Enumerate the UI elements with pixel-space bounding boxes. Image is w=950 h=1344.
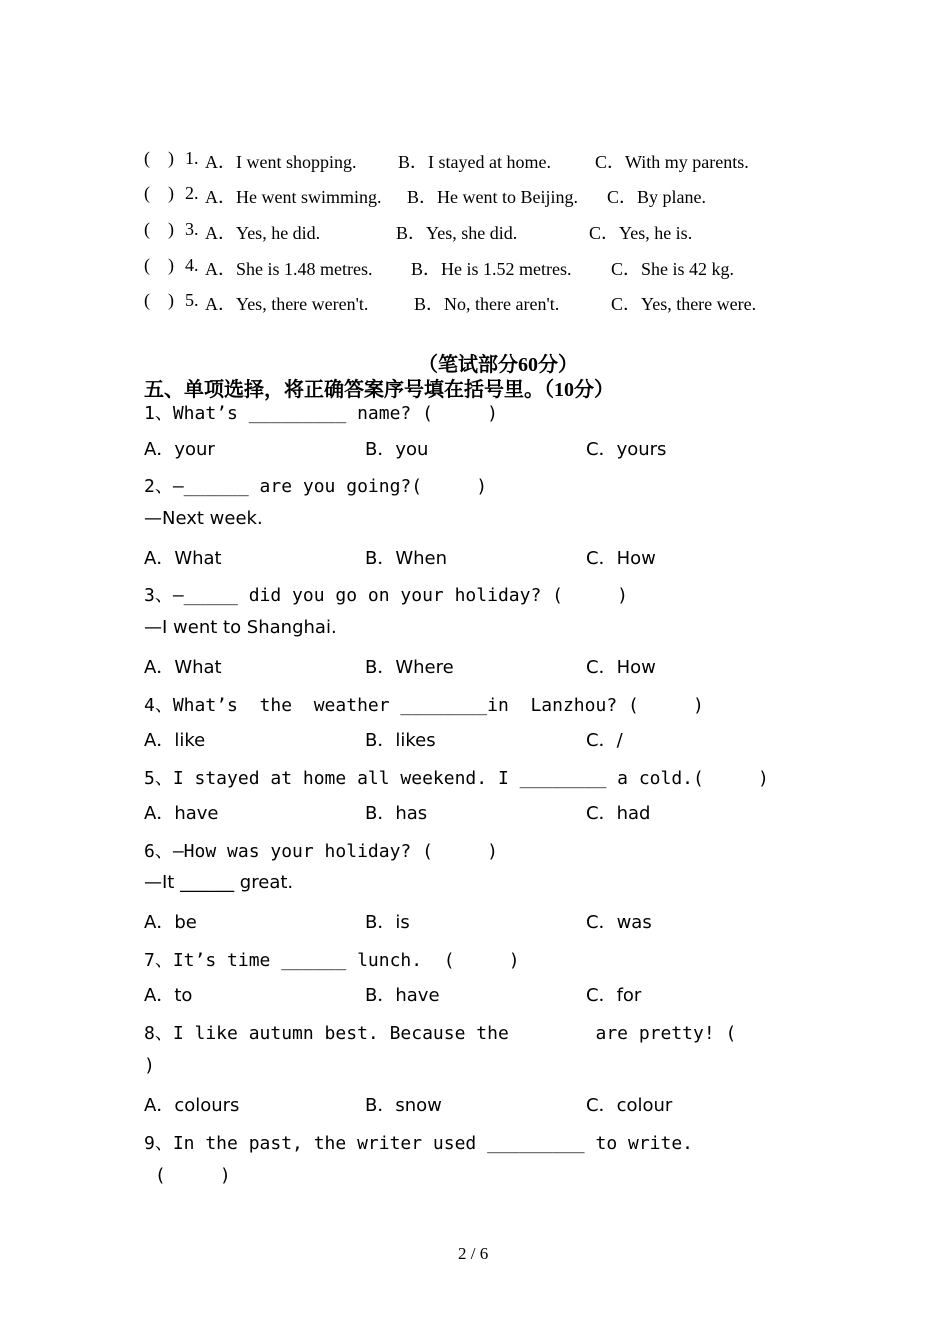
answer-bracket: ( ) xyxy=(144,255,174,275)
option-b: B．likes xyxy=(365,730,436,751)
answer-bracket: ( ) xyxy=(144,219,174,239)
option-a: A．to xyxy=(144,985,193,1006)
section-title: 五、单项选择，将正确答案序号填在括号里。（10分） xyxy=(144,379,614,401)
option-b: B．Yes, she did. xyxy=(396,223,518,243)
option-b: B．When xyxy=(365,548,448,569)
option-c: C．How xyxy=(586,548,656,569)
dialogue-reply: —I went to Shanghai. xyxy=(144,617,337,638)
answer-bracket: ( ) xyxy=(144,148,174,168)
page-number: 2 / 6 xyxy=(458,1244,489,1263)
item-number: 1. xyxy=(185,148,199,168)
option-a: A．What xyxy=(144,548,222,569)
option-b: B．I stayed at home. xyxy=(398,152,551,172)
option-a: A．He went swimming. xyxy=(205,187,382,207)
option-b: B．He went to Beijing. xyxy=(407,187,578,207)
option-b: B．snow xyxy=(365,1095,442,1116)
option-b: B．have xyxy=(365,985,440,1006)
option-c: C．had xyxy=(586,803,651,824)
option-a: A．have xyxy=(144,803,219,824)
option-b: B．is xyxy=(365,912,410,933)
option-c: C．yours xyxy=(586,439,667,460)
item-number: 3. xyxy=(185,219,199,239)
option-c: C．for xyxy=(586,985,642,1006)
option-c: C．colour xyxy=(586,1095,673,1116)
dialogue-reply: —Next week. xyxy=(144,508,263,529)
question-stem: 1、What’s _________ name? ( ) xyxy=(144,403,498,424)
option-a: A．colours xyxy=(144,1095,240,1116)
answer-bracket: ( ) xyxy=(144,183,174,203)
option-a: A．Yes, he did. xyxy=(205,223,321,243)
question-stem-continued: ) xyxy=(144,1055,155,1076)
option-b: B．you xyxy=(365,439,429,460)
item-number: 4. xyxy=(185,255,199,275)
written-part-title: （笔试部分60分） xyxy=(418,354,578,376)
item-number: 5. xyxy=(185,290,199,310)
question-stem: 4、What’s the weather ________in Lanzhou? ( ) xyxy=(144,695,704,716)
question-stem: 8、I like autumn best. Because the are pretty! ( xyxy=(144,1023,737,1044)
dialogue-reply: —It ______ great. xyxy=(144,872,294,893)
option-a: A．like xyxy=(144,730,206,751)
option-c: C．How xyxy=(586,657,656,678)
question-stem: 7、It’s time ______ lunch. ( ) xyxy=(144,950,520,971)
option-c: C．By plane. xyxy=(607,187,706,207)
option-c: C．/ xyxy=(586,730,623,751)
option-a: A．be xyxy=(144,912,197,933)
question-stem: 9、In the past, the writer used _________ to write. xyxy=(144,1133,694,1154)
answer-bracket: ( ) xyxy=(144,290,174,310)
option-a: A．I went shopping. xyxy=(205,152,357,172)
question-stem-continued: ( ) xyxy=(144,1165,231,1186)
option-b: B．No, there aren't. xyxy=(414,294,560,314)
option-b: B．Where xyxy=(365,657,454,678)
option-a: A．She is 1.48 metres. xyxy=(205,259,373,279)
question-stem: 5、I stayed at home all weekend. I ________ a cold.( ) xyxy=(144,768,769,789)
option-c: C．With my parents. xyxy=(595,152,749,172)
item-number: 2. xyxy=(185,183,199,203)
option-c: C．Yes, he is. xyxy=(589,223,693,243)
option-a: A．What xyxy=(144,657,222,678)
option-c: C．She is 42 kg. xyxy=(611,259,735,279)
question-stem: 6、—How was your holiday? ( ) xyxy=(144,841,498,862)
option-a: A．Yes, there weren't. xyxy=(205,294,369,314)
question-stem: 2、—______ are you going?( ) xyxy=(144,476,488,497)
option-b: B．has xyxy=(365,803,428,824)
option-c: C．Yes, there were. xyxy=(611,294,757,314)
question-stem: 3、—_____ did you go on your holiday? ( ) xyxy=(144,585,628,606)
option-b: B．He is 1.52 metres. xyxy=(411,259,572,279)
option-c: C．was xyxy=(586,912,652,933)
option-a: A．your xyxy=(144,439,215,460)
